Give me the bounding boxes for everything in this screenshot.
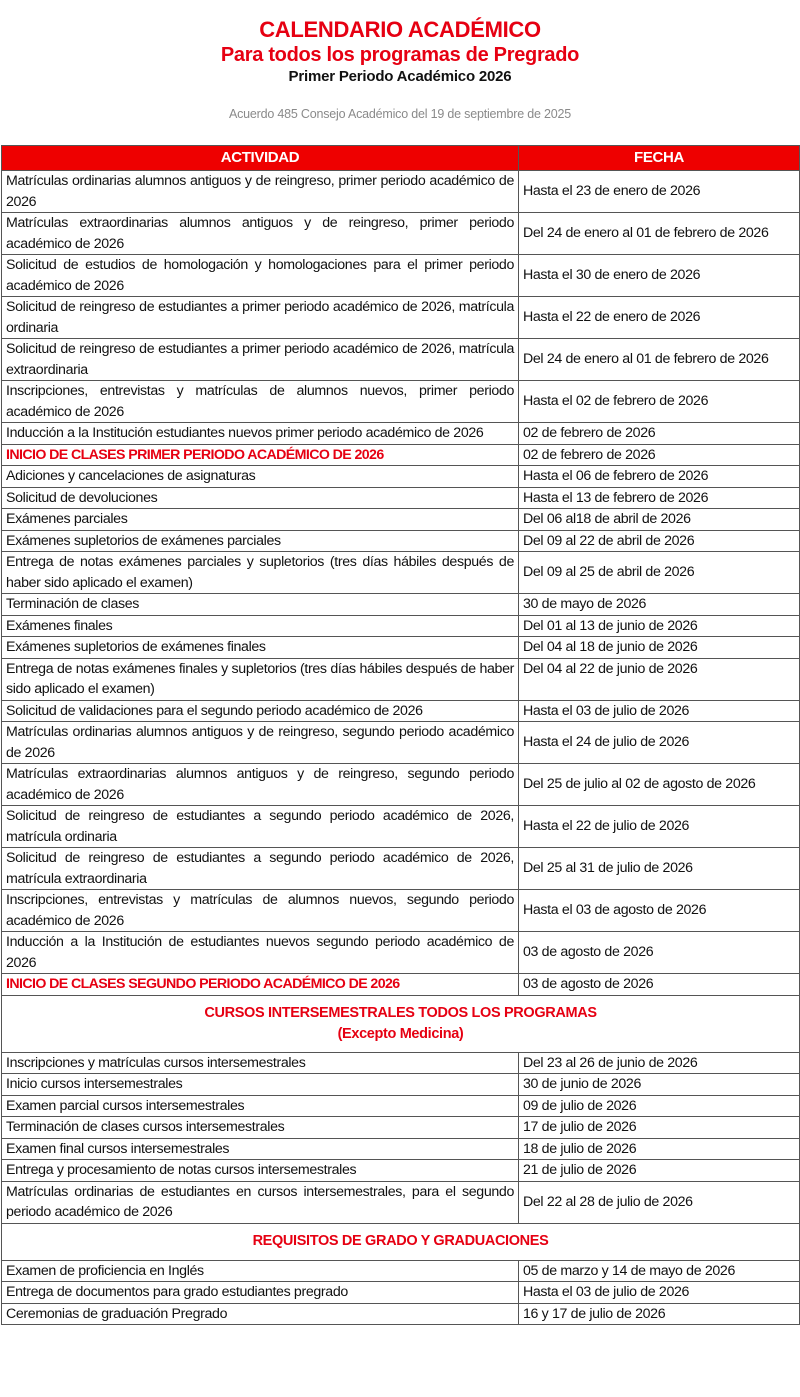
date-cell: Del 09 al 22 de abril de 2026 xyxy=(519,530,800,552)
table-row xyxy=(2,890,800,932)
activity-cell: Matrículas ordinarias alumnos antiguos y de reingreso, segundo periodo académico de 2026 xyxy=(2,722,519,764)
activity-cell: Matrículas extraordinarias alumnos antiguos y de reingreso, primer periodo académico de 2026 xyxy=(2,213,519,255)
activity-cell: Inducción a la Institución estudiantes nuevos primer periodo académico de 2026 xyxy=(2,423,519,445)
activity-cell: Terminación de clases cursos intersemestrales xyxy=(2,1117,519,1139)
date-cell: Del 25 de julio al 02 de agosto de 2026 xyxy=(519,764,800,806)
calendar-table xyxy=(1,145,800,1325)
activity-cell: Ceremonias de graduación Pregrado xyxy=(2,1303,519,1325)
activity-cell: Inscripciones, entrevistas y matrículas de alumnos nuevos, primer periodo académico de 2026 xyxy=(2,381,519,423)
table-row xyxy=(2,423,800,445)
table-row xyxy=(2,722,800,764)
date-cell: Hasta el 03 de agosto de 2026 xyxy=(519,890,800,932)
activity-cell: Entrega y procesamiento de notas cursos intersemestrales xyxy=(2,1160,519,1182)
table-row xyxy=(2,637,800,659)
section-title: CURSOS INTERSEMESTRALES TODOS LOS PROGRAMAS xyxy=(204,1004,597,1021)
date-cell: Hasta el 22 de enero de 2026 xyxy=(519,297,800,339)
activity-cell: Solicitud de reingreso de estudiantes a primer periodo académico de 2026, matrícula ordinaria xyxy=(2,297,519,339)
date-cell: 30 de mayo de 2026 xyxy=(519,594,800,616)
table-row xyxy=(2,381,800,423)
table-row xyxy=(2,764,800,806)
date-cell: Del 22 al 28 de julio de 2026 xyxy=(519,1181,800,1223)
table-row-highlight xyxy=(2,444,800,466)
activity-cell: Entrega de notas exámenes parciales y supletorios (tres días hábiles después de haber sido aplicado el examen) xyxy=(2,552,519,594)
section-graduation xyxy=(2,1223,800,1260)
table-row xyxy=(2,171,800,213)
activity-cell: Solicitud de reingreso de estudiantes a primer periodo académico de 2026, matrícula extraordinaria xyxy=(2,339,519,381)
table-row xyxy=(2,932,800,974)
table-row xyxy=(2,466,800,488)
date-cell: 02 de febrero de 2026 xyxy=(519,423,800,445)
activity-cell: INICIO DE CLASES SEGUNDO PERIODO ACADÉMICO DE 2026 xyxy=(2,974,519,996)
date-cell: 16 y 17 de julio de 2026 xyxy=(519,1303,800,1325)
date-cell: Del 06 al18 de abril de 2026 xyxy=(519,509,800,531)
table-row xyxy=(2,1160,800,1182)
date-cell: Hasta el 02 de febrero de 2026 xyxy=(519,381,800,423)
activity-cell: Adiciones y cancelaciones de asignaturas xyxy=(2,466,519,488)
section-title: REQUISITOS DE GRADO Y GRADUACIONES xyxy=(252,1232,549,1249)
table-header-row xyxy=(2,146,800,171)
activity-cell: Inducción a la Institución de estudiantes nuevos segundo periodo académico de 2026 xyxy=(2,932,519,974)
table-row xyxy=(2,1095,800,1117)
column-header-activity: ACTIVIDAD xyxy=(2,146,519,171)
date-cell: Del 24 de enero al 01 de febrero de 2026 xyxy=(519,339,800,381)
table-row xyxy=(2,1303,800,1325)
date-cell: Del 24 de enero al 01 de febrero de 2026 xyxy=(519,213,800,255)
table-row xyxy=(2,1138,800,1160)
date-cell: 30 de junio de 2026 xyxy=(519,1074,800,1096)
table-row xyxy=(2,552,800,594)
date-cell: Del 25 al 31 de julio de 2026 xyxy=(519,848,800,890)
date-cell: Del 09 al 25 de abril de 2026 xyxy=(519,552,800,594)
activity-cell: Solicitud de estudios de homologación y homologaciones para el primer periodo académico de 2026 xyxy=(2,255,519,297)
table-row xyxy=(2,213,800,255)
table-row xyxy=(2,530,800,552)
table-row xyxy=(2,615,800,637)
table-row xyxy=(2,255,800,297)
activity-cell: Inscripciones y matrículas cursos intersemestrales xyxy=(2,1052,519,1074)
table-row xyxy=(2,1074,800,1096)
section-note: (Excepto Medicina) xyxy=(337,1025,464,1042)
section-heading-cell xyxy=(2,1223,800,1260)
activity-cell: Solicitud de reingreso de estudiantes a segundo periodo académico de 2026, matrícula ordinaria xyxy=(2,806,519,848)
date-cell: Hasta el 22 de julio de 2026 xyxy=(519,806,800,848)
table-row xyxy=(2,700,800,722)
activity-cell: Exámenes supletorios de exámenes finales xyxy=(2,637,519,659)
date-cell: Del 23 al 26 de junio de 2026 xyxy=(519,1052,800,1074)
document-subtitle: Para todos los programas de Pregrado xyxy=(220,44,580,66)
date-cell: Hasta el 06 de febrero de 2026 xyxy=(519,466,800,488)
table-row xyxy=(2,297,800,339)
activity-cell: Examen de proficiencia en Inglés xyxy=(2,1260,519,1282)
table-row xyxy=(2,339,800,381)
activity-cell: Exámenes finales xyxy=(2,615,519,637)
table-row xyxy=(2,1282,800,1304)
date-cell: 09 de julio de 2026 xyxy=(519,1095,800,1117)
date-cell: Hasta el 03 de julio de 2026 xyxy=(519,1282,800,1304)
activity-cell: Exámenes supletorios de exámenes parciales xyxy=(2,530,519,552)
activity-cell: Solicitud de devoluciones xyxy=(2,487,519,509)
table-row xyxy=(2,1181,800,1223)
activity-cell: Matrículas ordinarias de estudiantes en cursos intersemestrales, para el segundo periodo académico de 2026 xyxy=(2,1181,519,1223)
table-row xyxy=(2,509,800,531)
date-cell: 03 de agosto de 2026 xyxy=(519,932,800,974)
activity-cell: Inicio cursos intersemestrales xyxy=(2,1074,519,1096)
table-row xyxy=(2,806,800,848)
activity-cell: Terminación de clases xyxy=(2,594,519,616)
date-cell: Del 04 al 18 de junio de 2026 xyxy=(519,637,800,659)
activity-cell: INICIO DE CLASES PRIMER PERIODO ACADÉMICO DE 2026 xyxy=(2,444,519,466)
activity-cell: Exámenes parciales xyxy=(2,509,519,531)
date-cell: 05 de marzo y 14 de mayo de 2026 xyxy=(519,1260,800,1282)
table-row-highlight xyxy=(2,974,800,996)
agreement-note: Acuerdo 485 Consejo Académico del 19 de septiembre de 2025 xyxy=(228,107,572,121)
date-cell: Del 04 al 22 de junio de 2026 xyxy=(519,658,800,700)
activity-cell: Solicitud de reingreso de estudiantes a segundo periodo académico de 2026, matrícula extraordinaria xyxy=(2,848,519,890)
date-cell: 02 de febrero de 2026 xyxy=(519,444,800,466)
table-row xyxy=(2,658,800,700)
activity-cell: Inscripciones, entrevistas y matrículas de alumnos nuevos, segundo periodo académico de 2026 xyxy=(2,890,519,932)
activity-cell: Entrega de documentos para grado estudiantes pregrado xyxy=(2,1282,519,1304)
document-header xyxy=(0,0,800,122)
date-cell: Del 01 al 13 de junio de 2026 xyxy=(519,615,800,637)
section-heading-cell xyxy=(2,995,800,1052)
document-title: CALENDARIO ACADÉMICO xyxy=(259,17,541,42)
table-row xyxy=(2,1260,800,1282)
activity-cell: Entrega de notas exámenes finales y supletorios (tres días hábiles después de haber sido aplicado el examen) xyxy=(2,658,519,700)
column-header-date: FECHA xyxy=(519,146,800,171)
table-row xyxy=(2,1052,800,1074)
date-cell: Hasta el 23 de enero de 2026 xyxy=(519,171,800,213)
table-row xyxy=(2,848,800,890)
section-intersemestral xyxy=(2,995,800,1052)
activity-cell: Examen parcial cursos intersemestrales xyxy=(2,1095,519,1117)
activity-cell: Matrículas ordinarias alumnos antiguos y de reingreso, primer periodo académico de 2026 xyxy=(2,171,519,213)
date-cell: Hasta el 13 de febrero de 2026 xyxy=(519,487,800,509)
table-body xyxy=(2,171,800,1325)
date-cell: 17 de julio de 2026 xyxy=(519,1117,800,1139)
date-cell: 18 de julio de 2026 xyxy=(519,1138,800,1160)
activity-cell: Solicitud de validaciones para el segundo periodo académico de 2026 xyxy=(2,700,519,722)
table-row xyxy=(2,487,800,509)
activity-cell: Matrículas extraordinarias alumnos antiguos y de reingreso, segundo periodo académico de 2026 xyxy=(2,764,519,806)
activity-cell: Examen final cursos intersemestrales xyxy=(2,1138,519,1160)
date-cell: 03 de agosto de 2026 xyxy=(519,974,800,996)
table-row xyxy=(2,594,800,616)
date-cell: 21 de julio de 2026 xyxy=(519,1160,800,1182)
academic-period: Primer Periodo Académico 2026 xyxy=(288,68,512,85)
date-cell: Hasta el 03 de julio de 2026 xyxy=(519,700,800,722)
date-cell: Hasta el 30 de enero de 2026 xyxy=(519,255,800,297)
table-row xyxy=(2,1117,800,1139)
date-cell: Hasta el 24 de julio de 2026 xyxy=(519,722,800,764)
